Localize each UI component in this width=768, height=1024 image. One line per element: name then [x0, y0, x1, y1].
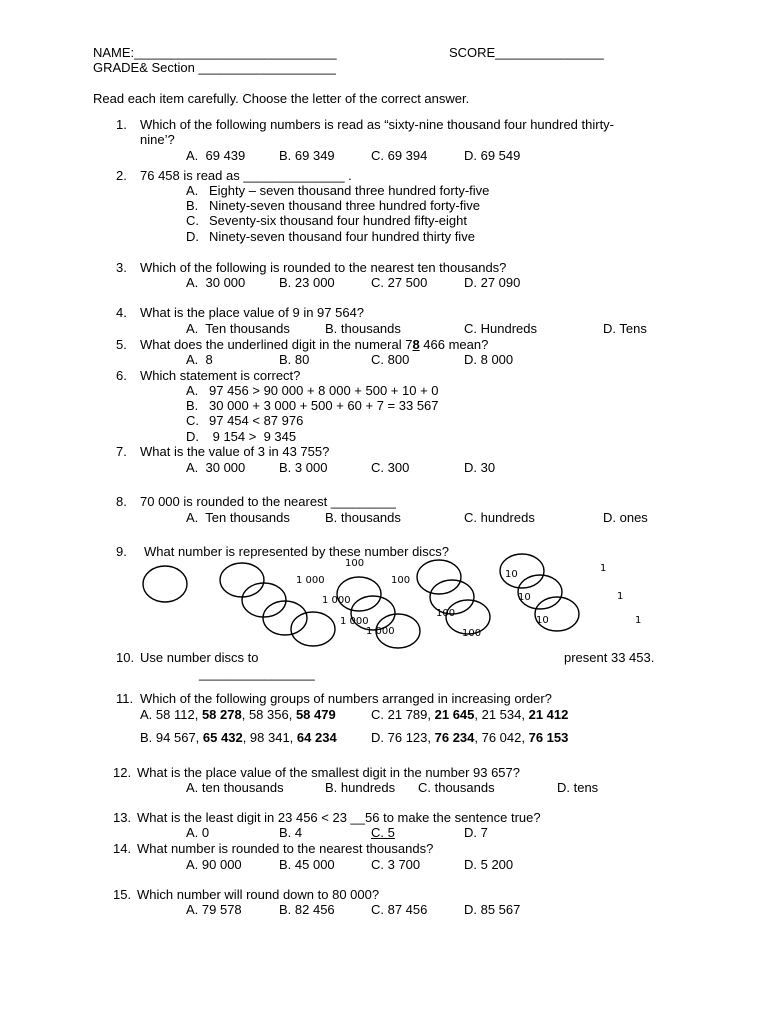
question-8-choice-a: A. Ten thousands	[186, 510, 290, 525]
question-6-choice-d: 9 154 > 9 345	[209, 429, 297, 444]
question-14-choice-b: B. 45 000	[279, 857, 335, 872]
question-6-choice-a-letter: A.	[186, 383, 199, 398]
question-13-number: 13.	[113, 810, 132, 825]
question-10-number: 10.	[116, 650, 135, 665]
name-field-label: NAME:____________________________	[93, 45, 337, 60]
question-14-number: 14.	[113, 841, 132, 856]
question-14-choice-c: C. 3 700	[371, 857, 421, 872]
question-1-text-cont: nine’?	[140, 132, 175, 147]
question-6-choice-c-letter: C.	[186, 413, 199, 428]
question-2-choice-b: Ninety-seven thousand three hundred forty-five	[209, 198, 480, 213]
question-8-text: 70 000 is rounded to the nearest _________	[140, 494, 396, 509]
question-5-text-after: 466 mean?	[419, 337, 489, 352]
number: , 21 534,	[474, 707, 529, 722]
disc	[143, 566, 187, 602]
disc-label-1000: 1 000	[322, 595, 351, 606]
question-2-choice-d-letter: D.	[186, 229, 199, 244]
question-12-text: What is the place value of the smallest digit in the number 93 657?	[137, 765, 520, 780]
question-13-text: What is the least digit in 23 456 < 23 __56 to make the sentence true?	[137, 810, 541, 825]
question-13-choice-b: B. 4	[279, 825, 303, 840]
choice-letter: D.	[371, 730, 384, 745]
question-15-text: Which number will round down to 80 000?	[137, 887, 380, 902]
number-bold: 21 412	[528, 707, 569, 722]
question-15-number: 15.	[113, 887, 132, 902]
question-14-choice-a: A. 90 000	[186, 857, 242, 872]
question-14-choice-d: D. 5 200	[464, 857, 514, 872]
disc-label-1: 1	[635, 615, 642, 626]
question-9-number: 9.	[116, 544, 127, 559]
underlined-digit: 8	[412, 337, 420, 352]
question-5-choice-c: C. 800	[371, 352, 410, 367]
question-4-choice-c: C. Hundreds	[464, 321, 537, 336]
question-2-choice-a: Eighty – seven thousand three hundred forty-five	[209, 183, 490, 198]
disc-label-10: 10	[505, 569, 518, 580]
grade-section-label: GRADE& Section ___________________	[93, 60, 336, 75]
instructions: Read each item carefully. Choose the letter of the correct answer.	[93, 91, 470, 106]
question-11-text: Which of the following groups of numbers arranged in increasing order?	[140, 691, 552, 706]
number: , 76 042,	[474, 730, 529, 745]
disc-label-100: 100	[391, 575, 411, 586]
question-3-choice-a: A. 30 000	[186, 275, 246, 290]
disc-label-100: 100	[345, 558, 365, 569]
question-1-number: 1.	[116, 117, 127, 132]
question-5-choice-d: D. 8 000	[464, 352, 514, 367]
choice-letter: A.	[140, 707, 153, 722]
choice-letter: C.	[371, 707, 384, 722]
question-10-text-right: present 33 453.	[564, 650, 655, 665]
question-4-choice-a: A. Ten thousands	[186, 321, 290, 336]
number: 21 789,	[387, 707, 435, 722]
question-3-text: Which of the following is rounded to the nearest ten thousands?	[140, 260, 507, 275]
question-15-choice-b: B. 82 456	[279, 902, 335, 917]
disc-label-1000: 1 000	[340, 616, 369, 627]
question-4-text: What is the place value of 9 in 97 564?	[140, 305, 365, 320]
disc-label-1000: 1 000	[296, 575, 325, 586]
question-12-choice-b: B. hundreds	[325, 780, 396, 795]
question-2-text: 76 458 is read as ______________ .	[140, 168, 352, 183]
question-11-choice-d	[371, 730, 568, 745]
disc	[417, 560, 461, 594]
question-13-choice-d: D. 7	[464, 825, 488, 840]
question-10-text-left: Use number discs to	[140, 650, 259, 665]
question-10-answer-blank: ________________	[199, 666, 315, 681]
question-11-number: 11.	[116, 691, 134, 706]
question-2-choice-c-letter: C.	[186, 213, 199, 228]
question-12-choice-d: D. tens	[557, 780, 599, 795]
question-6-choice-d-letter: D.	[186, 429, 199, 444]
question-3-number: 3.	[116, 260, 127, 275]
disc	[291, 612, 335, 646]
question-12-choice-c: C. thousands	[418, 780, 495, 795]
question-2-choice-d: Ninety-seven thousand four hundred thirty five	[209, 229, 475, 244]
choice-letter: B.	[140, 730, 153, 745]
question-8-number: 8.	[116, 494, 127, 509]
question-15-choice-a: A. 79 578	[186, 902, 242, 917]
question-9-text: What number is represented by these number discs?	[144, 544, 449, 559]
number: , 58 356,	[241, 707, 296, 722]
question-7-choice-d: D. 30	[464, 460, 496, 475]
number: 58 112,	[155, 707, 202, 722]
question-3-choice-c: C. 27 500	[371, 275, 428, 290]
question-8-choice-d: D. ones	[603, 510, 648, 525]
disc-label-100: 100	[436, 608, 456, 619]
number-bold: 58 278	[201, 707, 242, 722]
question-5-choice-b: B. 80	[279, 352, 310, 367]
question-4-number: 4.	[116, 305, 127, 320]
question-1-choice-d: D. 69 549	[464, 148, 521, 163]
question-1-choice-a: A. 69 439	[186, 148, 246, 163]
number-bold: 65 432	[202, 730, 243, 745]
question-11-choice-b	[140, 730, 337, 745]
question-5-text-before: What does the underlined digit in the numeral 7	[140, 337, 413, 352]
number-bold: 76 234	[434, 730, 475, 745]
question-7-number: 7.	[116, 444, 127, 459]
question-13-choice-c: C. 5	[371, 825, 395, 840]
number-bold: 21 645	[434, 707, 475, 722]
question-12-number: 12.	[113, 765, 132, 780]
question-5-choice-a: A. 8	[186, 352, 213, 367]
question-2-choice-a-letter: A.	[186, 183, 199, 198]
number: 94 567,	[155, 730, 203, 745]
question-3-choice-b: B. 23 000	[279, 275, 335, 290]
question-11-choice-c	[371, 707, 568, 722]
question-7-choice-b: B. 3 000	[279, 460, 328, 475]
disc-label-1: 1	[600, 563, 607, 574]
disc-label-10: 10	[536, 615, 549, 626]
question-6-choice-b-letter: B.	[186, 398, 199, 413]
disc	[220, 563, 264, 597]
disc-label-100: 100	[462, 628, 482, 639]
question-6-choice-b: 30 000 + 3 000 + 500 + 60 + 7 = 33 567	[209, 398, 439, 413]
question-7-text: What is the value of 3 in 43 755?	[140, 444, 330, 459]
question-2-number: 2.	[116, 168, 127, 183]
question-8-choice-b: B. thousands	[325, 510, 401, 525]
disc-label-1000: 1 000	[366, 626, 395, 637]
question-11-choice-a	[140, 707, 336, 722]
question-7-choice-a: A. 30 000	[186, 460, 246, 475]
question-5-number: 5.	[116, 337, 127, 352]
question-6-number: 6.	[116, 368, 127, 383]
number-bold: 58 479	[295, 707, 336, 722]
question-6-text: Which statement is correct?	[140, 368, 301, 383]
question-4-choice-b: B. thousands	[325, 321, 401, 336]
question-6-choice-c: 97 454 < 87 976	[209, 413, 304, 428]
question-1-text: Which of the following numbers is read as “sixty-nine thousand four hundred thirty-	[140, 117, 615, 132]
question-15-choice-d: D. 85 567	[464, 902, 521, 917]
score-field-label: SCORE_______________	[449, 45, 604, 60]
question-8-choice-c: C. hundreds	[464, 510, 535, 525]
disc-label-1: 1	[617, 591, 624, 602]
question-1-choice-b: B. 69 349	[279, 148, 335, 163]
question-12-choice-a: A. ten thousands	[186, 780, 284, 795]
question-15-choice-c: C. 87 456	[371, 902, 428, 917]
question-1-choice-c: C. 69 394	[371, 148, 428, 163]
question-13-choice-a: A. 0	[186, 825, 210, 840]
question-2-choice-b-letter: B.	[186, 198, 199, 213]
question-3-choice-d: D. 27 090	[464, 275, 521, 290]
number-bold: 64 234	[296, 730, 337, 745]
disc-label-10: 10	[518, 592, 531, 603]
question-7-choice-c: C. 300	[371, 460, 410, 475]
question-6-choice-a: 97 456 > 90 000 + 8 000 + 500 + 10 + 0	[209, 383, 439, 398]
question-2-choice-c: Seventy-six thousand four hundred fifty-eight	[209, 213, 467, 228]
question-14-text: What number is rounded to the nearest thousands?	[137, 841, 434, 856]
number: , 98 341,	[242, 730, 297, 745]
number: 76 123,	[387, 730, 435, 745]
number-bold: 76 153	[528, 730, 569, 745]
question-4-choice-d: D. Tens	[603, 321, 647, 336]
